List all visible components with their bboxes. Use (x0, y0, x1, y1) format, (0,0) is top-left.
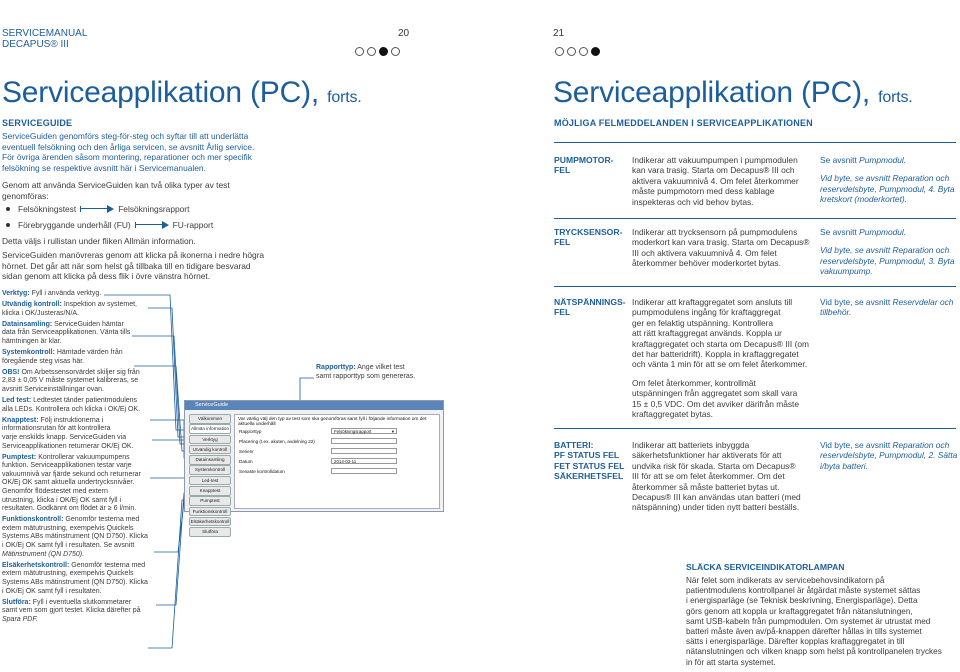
dropdown-note: Detta väljs i rullistan under fliken Allmän information. (2, 236, 196, 246)
field-label-senaste-kontrolldatum: Senaste kontrolldatum (239, 469, 285, 474)
annotation-funktionskontroll: Funktionskontroll: Genomför testerna med extern mätutrustning, exempelvis Quickels Systems ABs mätinstrument (QN D750). Klicka i OK/Ej OK samt fyll i resultaten. Se avsnitt Mätinstrument (QN D750). (2, 516, 148, 558)
form-panel (234, 414, 440, 509)
arrow-right-icon (80, 206, 114, 212)
tab-systemkontroll[interactable]: Systemkontroll (189, 465, 231, 475)
intro-paragraph (2, 131, 302, 173)
error-action-natspanning: Vid byte, se avsnitt Reservdelar och tillbehör. (820, 297, 954, 318)
bullet-felsokning (2, 204, 189, 214)
annotation-slutfora: Slutföra: Fyll i eventuella slutkommetarer samt vem som gjort testet. Klicka därefter på Spara PDF. (2, 598, 141, 623)
tab-funktionskontroll[interactable]: Funktionskontroll (189, 507, 231, 517)
bullet-text: Felsökningstest (18, 204, 77, 214)
page-number-left: 20 (398, 28, 410, 39)
divider (554, 428, 956, 429)
tab-slutfora[interactable]: Slutföra (189, 527, 231, 537)
annotation-datainsamling: Datainsamling: ServiceGuiden hämtar data från Serviceapplikationen. Vänta tills hämtningen är klar. (2, 320, 131, 345)
tab-valkommen[interactable]: Välkommen (189, 414, 231, 424)
text-line: eventuell felsökning och den årliga servicen, se avsnitt Årlig service. (2, 141, 255, 152)
tab-allman-information[interactable]: Allmän information (189, 424, 231, 434)
bullet-text: FU-rapport (172, 220, 214, 230)
progress-dots-right (555, 47, 600, 56)
divider (554, 218, 956, 219)
tab-elsakerhetskontroll[interactable]: Elsäkerhetskontroll (189, 517, 231, 527)
rapporttyp-select[interactable]: Felsökningsrapport ▾ (331, 428, 397, 434)
form-instruction: Var vänlig välj den typ av test som ska genomföras samt fyll i följande information om det aktuella underhåll (238, 417, 427, 427)
manual-line-2: DECAPUS® III (2, 39, 69, 50)
error-label-natspanning: NÄTSPÄNNINGS- FEL (554, 297, 626, 318)
progress-dots-left (355, 47, 400, 56)
annotation-systemkontroll: Systemkontroll: Hämtade värden från föregående steg visas här. (2, 349, 123, 365)
annotation-rapporttyp: Rapporttyp: Ange vilket test samt rapporttyp som genereras. (316, 364, 416, 380)
field-label-placering: Placering (t.ex. akuten, avdelning 22) (239, 439, 315, 444)
chevron-down-icon: ▾ (391, 429, 394, 434)
bullet-fu (2, 220, 213, 230)
error-desc-trycksensor: Indikerar att trycksensorn på pumpmodulens moderkort kan vara trasig. Starta om Decapus® III och aktivera vakuumnivå 4. Om felet återkommer behöver moderkortet bytas. (632, 227, 810, 269)
annotation-pumptest: Pumptest: Kontrollerar vakuumpumpens funktion. Serviceapplikationen testar varje vakuumnivå var fjärde sekund och returnerar OK/Ej OK samt aktuella undertrycksnivåer. Genomför flödestestet med extern utrustning, klicka i OK/Ej OK samt fyll i resultaten. Godkännt om flödet är ≥ 6 l/min. (2, 453, 141, 513)
title-cont: forts. (878, 89, 913, 106)
dot-icon (579, 47, 588, 56)
error-action-trycksensor: Se avsnitt Pumpmodul. Vid byte, se avsnitt Reparation och reservdelsbyte, Pumpmodul, 3. Byta vakuumpump. (820, 227, 955, 277)
test-types-paragraph (2, 180, 302, 201)
divider (554, 142, 956, 143)
error-label-batteri: BATTERI: PF STATUS FEL FET STATUS FEL SÄKERHETSFEL (554, 440, 625, 482)
dot-filled-icon (379, 47, 388, 56)
serviceguide-tabs (189, 414, 231, 538)
senaste-kontrolldatum-input[interactable] (331, 468, 397, 474)
annotation-knapptest: Knapptest: Följ instruktionerna i informationsrutan för att kontrollera varje enskilds knapp. ServiceGuiden via Serviceapplikationen returnerar OK/Ej OK. (2, 416, 134, 450)
manual-line-1: SERVICEMANUAL (2, 28, 88, 39)
error-desc-batteri: Indikerar att batteriets inbyggda säkerhetsfunktioner har aktiverats för att undvika risk för skada. Starta om Decapus® III för att se om felet återkommer. Om det återkommer så måste batteriet bytas ut. Decapus® III kan användas utan batteri (med nätspänning) under tiden nytt batteri beställs. (632, 440, 801, 513)
divider (554, 286, 956, 287)
page-title-left (2, 76, 362, 115)
tab-datainsamling[interactable]: Datainsamling (189, 455, 231, 465)
placering-input[interactable] (331, 438, 397, 444)
tab-led-test[interactable]: Led-test (189, 476, 231, 486)
serienr-input[interactable] (331, 448, 397, 454)
section-title-serviceguide: SERVICEGUIDE (2, 118, 73, 128)
annotation-list (2, 290, 162, 624)
dot-icon (567, 47, 576, 56)
tab-verktyg[interactable]: Verktyg (189, 435, 231, 445)
page-number-right: 21 (553, 28, 565, 39)
title-cont: forts. (327, 89, 362, 106)
callout-text: När felet som indikerats av servicebehovsindikatorn på patientmodulens kontrollpanel är åtgärdat måste systemet sättas i energisparläge (se Teknisk beskrivning, Energisparläge). Detta görs genom att koppla ur kraftaggregatet från nätanslutningen, samt USB-kabeln från pumpmodulen. Om systemet är utrustat med batteri måste även av/på-knappen därefter hållas in tills systemet sätts i energisparläge. Därefter kopplas kraftaggregatet in till nätanslutningen och vilken knapp som helst på kontrollpanelen tryckes in för att starta systemet. (686, 576, 942, 667)
annotation-elsakerhet: Elsäkerhetskontroll: Genomför testerna med extern mätutrustning, exempelvis Quickels Systems ABs mätinstrument (QN D750). Klicka i OK/Ej OK samt fyll i resultaten. (2, 561, 148, 595)
error-desc-natspanning: Indikerar att kraftaggregatet som ansluts till pumpmodulens ingång för kraftaggregat ger en felaktig utspänning. Kontrollera att rätt kraftaggregat används. Koppla ur kraftaggregatet och starta om Decapus® III (om det har batteridrift). Koppla in kraftaggregatet och vänta 1 min för att se om felet återkommer. Om felet återkommer, kontrollmät utspänningen från aggregatet som skall vara 15 ± 0,5 VDC. Om det avviker därifrån måste kraftaggregatet bytas. (632, 297, 810, 420)
text-line: Genom att använda ServiceGuiden kan två olika typer av test (2, 180, 230, 190)
text-line: ServiceGuiden manövreras genom att klicka på ikonerna i nedre högra (2, 250, 265, 260)
field-label-rapporttyp: Rapporttyp (239, 429, 262, 434)
datum-input[interactable]: 2014-03-11 (331, 458, 397, 464)
text-line: ServiceGuiden genomförs steg-för-steg och syftar till att underlätta (2, 131, 249, 141)
bullet-text: Förebryggande underhåll (FU) (18, 220, 131, 230)
dot-icon (367, 47, 376, 56)
error-label-trycksensor: TRYCKSENSOR- FEL (554, 227, 623, 248)
error-action-batteri: Vid byte, se avsnitt Reparation och reservdelsbyte, Pumpmodul, 2. Sätta i/byta batteri. (820, 440, 958, 471)
annotation-ledtest: Led test: Ledtestet tänder patientmodulens alla LEDs. Kontrollera och klicka i OK/Ej OK. (2, 397, 141, 413)
serviceguide-window (184, 400, 444, 535)
dot-icon (391, 47, 400, 56)
callout-serviceindikator (686, 562, 958, 668)
manual-name (2, 28, 87, 50)
dot-filled-icon (591, 47, 600, 56)
bullet-icon (6, 207, 10, 211)
text-line: hörnet. Det går att när som helst gå tillbaka till en tidigare besvarad (2, 260, 251, 271)
tab-pumptest[interactable]: Pumptest (189, 496, 231, 506)
annotation-utvandig: Utvändig kontroll: Inspektion av systemet, klicka i OK/Justeras/N/A. (2, 301, 137, 317)
title-main: Serviceapplikation (PC), (2, 76, 319, 109)
window-titlebar: ServiceGuide (185, 401, 443, 410)
annotation-obs: OBS! Om Arbetssensorvärdet skiljer sig från 2,83 ± 0,05 V måste systemet kalibreras, se avsnitt Serviceinställningar ovan. (2, 368, 140, 393)
text-line: felsökning se respektive avsnitt här i Servicemanualen. (2, 162, 206, 173)
tab-knapptest[interactable]: Knapptest (189, 486, 231, 496)
text-line: genomföras: (2, 190, 49, 201)
dot-icon (355, 47, 364, 56)
section-title-felmeddelanden: MÖJLIGA FELMEDDELANDEN I SERVICEAPPLIKATIONEN (554, 118, 813, 128)
annotation-verktyg: Verktyg: Fyll i använda verktyg. (2, 290, 102, 297)
bullet-icon (6, 223, 10, 227)
text-line: För övriga ärenden såsom montering, reparationer och mer specifik (2, 152, 252, 163)
tab-utvandig-kontroll[interactable]: Utvändig kontroll (189, 445, 231, 455)
error-action-pumpmotor: Se avsnitt Pumpmodul. Vid byte, se avsnitt Reparation och reservdelsbyte, Pumpmodul, 4. Byta kretskort (moderkortet). (820, 155, 955, 205)
error-label-pumpmotor: PUMPMOTOR- FEL (554, 155, 614, 176)
text-line: sidan genom att klicka på dess flik i övre vänstra hörnet. (2, 271, 211, 282)
navigation-paragraph (2, 250, 302, 282)
dot-icon (555, 47, 564, 56)
title-main: Serviceapplikation (PC), (553, 76, 870, 109)
error-desc-pumpmotor: Indikerar att vakuumpumpen i pumpmodulen kan vara trasig. Starta om Decapus® III och aktivera vakuumnivå 4. Om felet återkommer måste pumpmotorn med dess kablage inspekteras och vid behov bytas. (632, 155, 799, 207)
bullet-text: Felsökningsrapport (118, 204, 190, 214)
page-title-right (553, 76, 913, 115)
callout-title: SLÄCKA SERVICEINDIKATORLAMPAN (686, 562, 845, 572)
field-label-datum: Datum (239, 459, 253, 464)
arrow-right-icon (135, 222, 169, 228)
field-label-serienr: Serienr (239, 449, 254, 454)
